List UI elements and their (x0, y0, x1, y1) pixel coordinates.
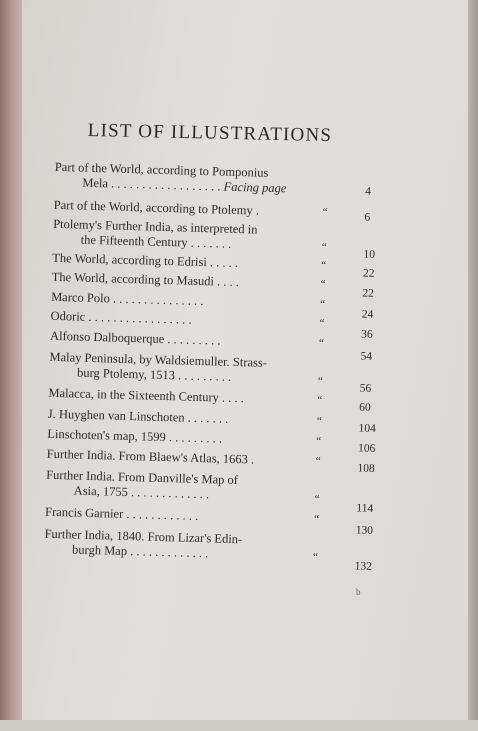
list-item (44, 527, 293, 564)
ditto-mark: “ (316, 415, 322, 428)
list-item (50, 329, 298, 351)
list-item (47, 447, 295, 469)
entry-line: J. Huyghen van Linschoten . . . . . . . (47, 406, 229, 426)
entry-line: Part of the World, according to Pomponius (54, 159, 269, 180)
ditto-mark: “ (313, 513, 320, 526)
entry-line: Odoric . . . . . . . . . . . . . . . . . (50, 308, 192, 327)
page-number: 114 (356, 502, 374, 515)
ditto-mark: “ (320, 278, 326, 291)
ditto-mark: “ (317, 375, 323, 388)
list-item (50, 309, 298, 331)
page-number: 108 (357, 462, 375, 475)
list-item (54, 198, 302, 220)
entry-line: Alfonso Dalboquerque . . . . . . . . . (49, 328, 221, 348)
ditto-mark: “ (319, 298, 326, 311)
page-number: 36 (361, 328, 373, 341)
page-title: LIST OF ILLUSTRATIONS (87, 120, 333, 147)
page-number: 22 (362, 267, 375, 280)
entry-line: Ptolemy's Further India, as interpreted in (53, 216, 258, 237)
entry-line: The World, according to Edrisi . . . . . (52, 250, 239, 271)
page-number: 22 (362, 287, 375, 300)
entry-line: Asia, 1755 . . . . . . . . . . . . . (73, 483, 210, 502)
ditto-mark: “ (314, 493, 320, 506)
ditto-mark: “ (322, 206, 328, 219)
entry-line: burg Ptolemy, 1513 . . . . . . . . . (76, 365, 232, 384)
list-item (46, 468, 295, 505)
page-number: 130 (355, 524, 374, 537)
list-item (53, 217, 302, 254)
page-number: 132 (354, 560, 373, 573)
ditto-mark: “ (320, 259, 327, 272)
printer-signature-mark: b (356, 587, 361, 597)
ditto-mark: “ (315, 455, 321, 468)
entry-line: Francis Garnier . . . . . . . . . . . . (44, 504, 199, 523)
entry-line: Linschoten's map, 1599 . . . . . . . . . (47, 426, 223, 446)
entry-line: the Fifteenth Century . . . . . . . (80, 232, 232, 251)
list-item (51, 290, 299, 312)
page-number: 60 (359, 401, 371, 414)
ditto-mark: “ (319, 317, 325, 330)
list-item (47, 427, 295, 449)
list-item (52, 251, 300, 273)
page-number: 24 (361, 308, 374, 321)
entry-line: Malay Peninsula, by Waldsiemuller. Strass- (49, 349, 268, 370)
entry-line: Further India. From Blaew's Atlas, 1663 . (46, 446, 255, 467)
entry-line: Malacca, in the Sixteenth Century . . . . (48, 385, 245, 406)
page-number: 56 (359, 382, 372, 395)
facing-page-label: Facing page (223, 179, 287, 196)
ditto-mark: “ (317, 394, 323, 407)
entry-line: Marco Polo . . . . . . . . . . . . . . . (50, 289, 204, 309)
list-item (48, 386, 296, 408)
ditto-mark: “ (312, 551, 319, 564)
list-item (49, 350, 298, 387)
entry-line: Mela . . . . . . . . . . . . . . . . . . Facing page (82, 175, 287, 196)
page-number: 106 (357, 442, 376, 455)
list-item (48, 407, 296, 429)
list-item (52, 270, 300, 292)
entry-line: Part of the World, according to Ptolemy . (53, 197, 260, 218)
entry-line: Further India. From Danville's Map of (46, 467, 239, 488)
ditto-mark: “ (318, 337, 325, 350)
page-number: 4 (365, 185, 372, 198)
entry-line: The World, according to Masudi . . . . (51, 269, 240, 290)
page-number: 10 (363, 248, 376, 261)
ditto-mark: “ (316, 435, 322, 448)
page-number: 104 (358, 422, 377, 435)
page-number: 54 (360, 350, 373, 363)
list-item (54, 160, 303, 197)
entry-line: burgh Map . . . . . . . . . . . . . (71, 542, 209, 561)
list-item (45, 505, 293, 527)
page-number: 6 (364, 211, 371, 224)
entry-line: Further India, 1840. From Lizar's Edin- (44, 526, 243, 547)
ditto-mark: “ (321, 241, 327, 254)
